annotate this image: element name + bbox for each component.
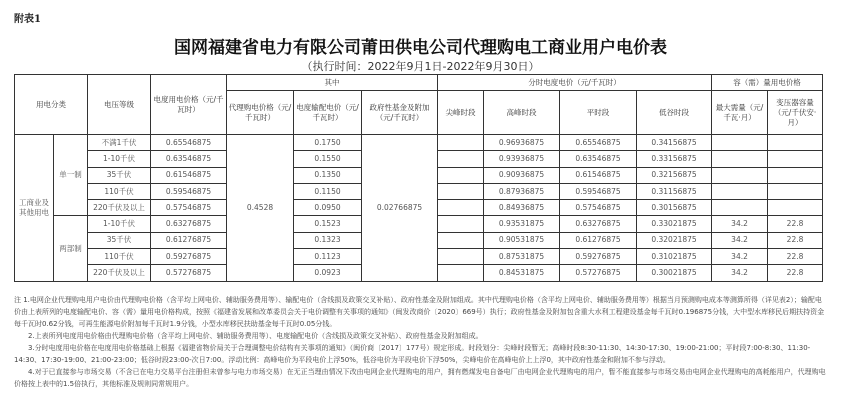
total-price-cell: 0.63276875 <box>151 216 227 232</box>
transmission-cell: 0.0950 <box>294 200 362 216</box>
total-price-cell: 0.59276875 <box>151 249 227 265</box>
sharp-peak-cell <box>438 265 484 281</box>
sharp-peak-cell <box>438 249 484 265</box>
max-demand-cell <box>712 183 768 199</box>
note-1: 注 1.电网企业代理购电用户电价由代理购电价格（含平均上网电价、辅助服务费用等）、输配电价（含线损及政策交叉补贴）、政府性基金及附加组成。其中代理购电价格（含平均上网电价、辅助服务费用等）根据当月预测购电成本等测算所得（详见表2）；输配电价由上表所列的电度输配电价、容（需）量用电价格构成，按照《福建省发展和改革委员会关于电价调整有关事项的通知》（闽发改商价〔2020〕669号）执行；政府性基金及附加包含重大水利工程建设基金每千瓦时0.196875分钱，大中型水库移民后期扶持资金每千瓦时0.62分钱，可再生能源电价附加每千瓦时1.9分钱，小型水库移民扶助基金每千瓦时0.05分钱。 <box>14 296 825 328</box>
capacity-cell <box>768 183 823 199</box>
gov-fund-cell: 0.02766875 <box>362 135 438 282</box>
capacity-cell: 22.8 <box>768 265 823 281</box>
note-4: 4.对于已直接参与市场交易（不含已在电力交易平台注册但未曾参与电力市场交易）在无正当理由情况下改由电网企业代理购电的用户，拥有燃煤发电自备电厂由电网企业代理购电的用户，暂不能直接参与市场交易由电网企业代理购电的高耗能用户，代理购电价格按上表中的1.5倍执行，其他标准及规则同常规用户。 <box>14 368 826 388</box>
sharp-peak-cell <box>438 151 484 167</box>
total-price-cell: 0.59546875 <box>151 183 227 199</box>
valley-cell: 0.32156875 <box>637 167 712 183</box>
header-of-which: 其中 <box>227 75 438 91</box>
transmission-cell: 0.1523 <box>294 216 362 232</box>
flat-cell: 0.63546875 <box>560 151 637 167</box>
header-gov-fund: 政府性基金及附加（元/千瓦时） <box>362 91 438 135</box>
agency-price-cell: 0.4528 <box>227 135 294 282</box>
transmission-cell: 0.1550 <box>294 151 362 167</box>
flat-cell: 0.59546875 <box>560 183 637 199</box>
peak-cell: 0.90936875 <box>484 167 560 183</box>
flat-cell: 0.65546875 <box>560 135 637 151</box>
capacity-cell: 22.8 <box>768 216 823 232</box>
transmission-cell: 0.1123 <box>294 249 362 265</box>
header-valley: 低谷时段 <box>637 91 712 135</box>
voltage-cell: 1-10千伏 <box>88 151 151 167</box>
transmission-cell: 0.1323 <box>294 232 362 248</box>
valley-cell: 0.31021875 <box>637 249 712 265</box>
sharp-peak-cell <box>438 232 484 248</box>
voltage-cell: 1-10千伏 <box>88 216 151 232</box>
sharp-peak-cell <box>438 200 484 216</box>
page-title: 国网福建省电力有限公司莆田供电公司代理购电工商业用户电价表 <box>174 38 667 58</box>
transmission-cell: 0.1750 <box>294 135 362 151</box>
note-3: 3.分时电度用电价格在电度用电价格基础上根据《福建省物价局关于合理调整电价结构有关事项的通知》（闽价商〔2017〕177号）规定形成。时段划分：尖峰时段暂无；高峰时段8:30-11:30、14:30-17:30、19:00-21:00；平时段7:00-8:30、11:30-14:30、17:30-19:00、21:00-23:00；低谷时段23:00-次日7:00。浮动比例：高峰电价为平段电价上浮50%，低谷电价为平段电价下浮50%，尖峰电价在高峰电价上上浮0，其中政府性基金和附加不参与浮动。 <box>14 344 811 364</box>
total-price-cell: 0.57546875 <box>151 200 227 216</box>
total-price-cell: 0.61546875 <box>151 167 227 183</box>
total-price-cell: 0.65546875 <box>151 135 227 151</box>
valley-cell: 0.31156875 <box>637 183 712 199</box>
peak-cell: 0.93936875 <box>484 151 560 167</box>
capacity-cell: 22.8 <box>768 232 823 248</box>
total-price-cell: 0.57276875 <box>151 265 227 281</box>
capacity-cell <box>768 135 823 151</box>
flat-cell: 0.57546875 <box>560 200 637 216</box>
capacity-cell: 22.8 <box>768 249 823 265</box>
table-row <box>15 135 823 151</box>
voltage-cell: 35千伏 <box>88 167 151 183</box>
header-transformer-capacity: 变压器容量（元/千伏安·月） <box>768 91 823 135</box>
max-demand-cell: 34.2 <box>712 216 768 232</box>
valley-cell: 0.33156875 <box>637 151 712 167</box>
flat-cell: 0.57276875 <box>560 265 637 281</box>
peak-cell: 0.84531875 <box>484 265 560 281</box>
header-max-demand: 最大需量（元/千瓦·月） <box>712 91 768 135</box>
peak-cell: 0.96936875 <box>484 135 560 151</box>
total-price-cell: 0.61276875 <box>151 232 227 248</box>
effective-period: （执行时间：2022年9月1日-2022年9月30日） <box>301 60 540 73</box>
flat-cell: 0.59276875 <box>560 249 637 265</box>
peak-cell: 0.87936875 <box>484 183 560 199</box>
voltage-cell: 220千伏及以上 <box>88 265 151 281</box>
header-flat: 平时段 <box>560 91 637 135</box>
capacity-cell <box>768 167 823 183</box>
sharp-peak-cell <box>438 167 484 183</box>
voltage-cell: 不满1千伏 <box>88 135 151 151</box>
flat-cell: 0.61546875 <box>560 167 637 183</box>
header-tou-price: 分时电度电价（元/千瓦时） <box>438 75 712 91</box>
header-sharp-peak: 尖峰时段 <box>438 91 484 135</box>
max-demand-cell: 34.2 <box>712 249 768 265</box>
sharp-peak-cell <box>438 183 484 199</box>
transmission-cell: 0.1350 <box>294 167 362 183</box>
max-demand-cell: 34.2 <box>712 232 768 248</box>
header-category: 用电分类 <box>15 75 88 135</box>
voltage-cell: 35千伏 <box>88 232 151 248</box>
peak-cell: 0.90531875 <box>484 232 560 248</box>
note-2: 2.上表所列电度用电价格由代理购电价格（含平均上网电价、辅助服务费用等）、电度输配电价（含线损及政策交叉补贴）、政府性基金及附加组成。 <box>28 332 483 340</box>
category-cell: 工商业及其他用电 <box>15 135 54 282</box>
header-peak: 高峰时段 <box>484 91 560 135</box>
transmission-cell: 0.0923 <box>294 265 362 281</box>
peak-cell: 0.84936875 <box>484 200 560 216</box>
header-transmission-price: 电度输配电价（元/千瓦时） <box>294 91 362 135</box>
max-demand-cell <box>712 135 768 151</box>
valley-cell: 0.34156875 <box>637 135 712 151</box>
total-price-cell: 0.63546875 <box>151 151 227 167</box>
transmission-cell: 0.1150 <box>294 183 362 199</box>
voltage-cell: 110千伏 <box>88 183 151 199</box>
group-two-part: 两部制 <box>54 216 88 281</box>
valley-cell: 0.30021875 <box>637 265 712 281</box>
sharp-peak-cell <box>438 135 484 151</box>
price-table <box>14 74 823 282</box>
appendix-label: 附表1 <box>14 14 41 25</box>
max-demand-cell <box>712 151 768 167</box>
capacity-cell <box>768 151 823 167</box>
peak-cell: 0.87531875 <box>484 249 560 265</box>
voltage-cell: 110千伏 <box>88 249 151 265</box>
header-capacity-price: 容（需）量用电价格 <box>712 75 823 91</box>
header-energy-price: 电度用电价格（元/千瓦时） <box>151 75 227 135</box>
capacity-cell <box>768 200 823 216</box>
header-row <box>15 75 823 91</box>
valley-cell: 0.33021875 <box>637 216 712 232</box>
notes <box>14 294 826 390</box>
flat-cell: 0.61276875 <box>560 232 637 248</box>
valley-cell: 0.32021875 <box>637 232 712 248</box>
max-demand-cell: 34.2 <box>712 265 768 281</box>
flat-cell: 0.63276875 <box>560 216 637 232</box>
valley-cell: 0.30156875 <box>637 200 712 216</box>
peak-cell: 0.93531875 <box>484 216 560 232</box>
max-demand-cell <box>712 167 768 183</box>
header-voltage: 电压等级 <box>88 75 151 135</box>
header-agency-price: 代理购电价格（元/千瓦时） <box>227 91 294 135</box>
group-single: 单一制 <box>54 135 88 216</box>
sharp-peak-cell <box>438 216 484 232</box>
voltage-cell: 220千伏及以上 <box>88 200 151 216</box>
max-demand-cell <box>712 200 768 216</box>
